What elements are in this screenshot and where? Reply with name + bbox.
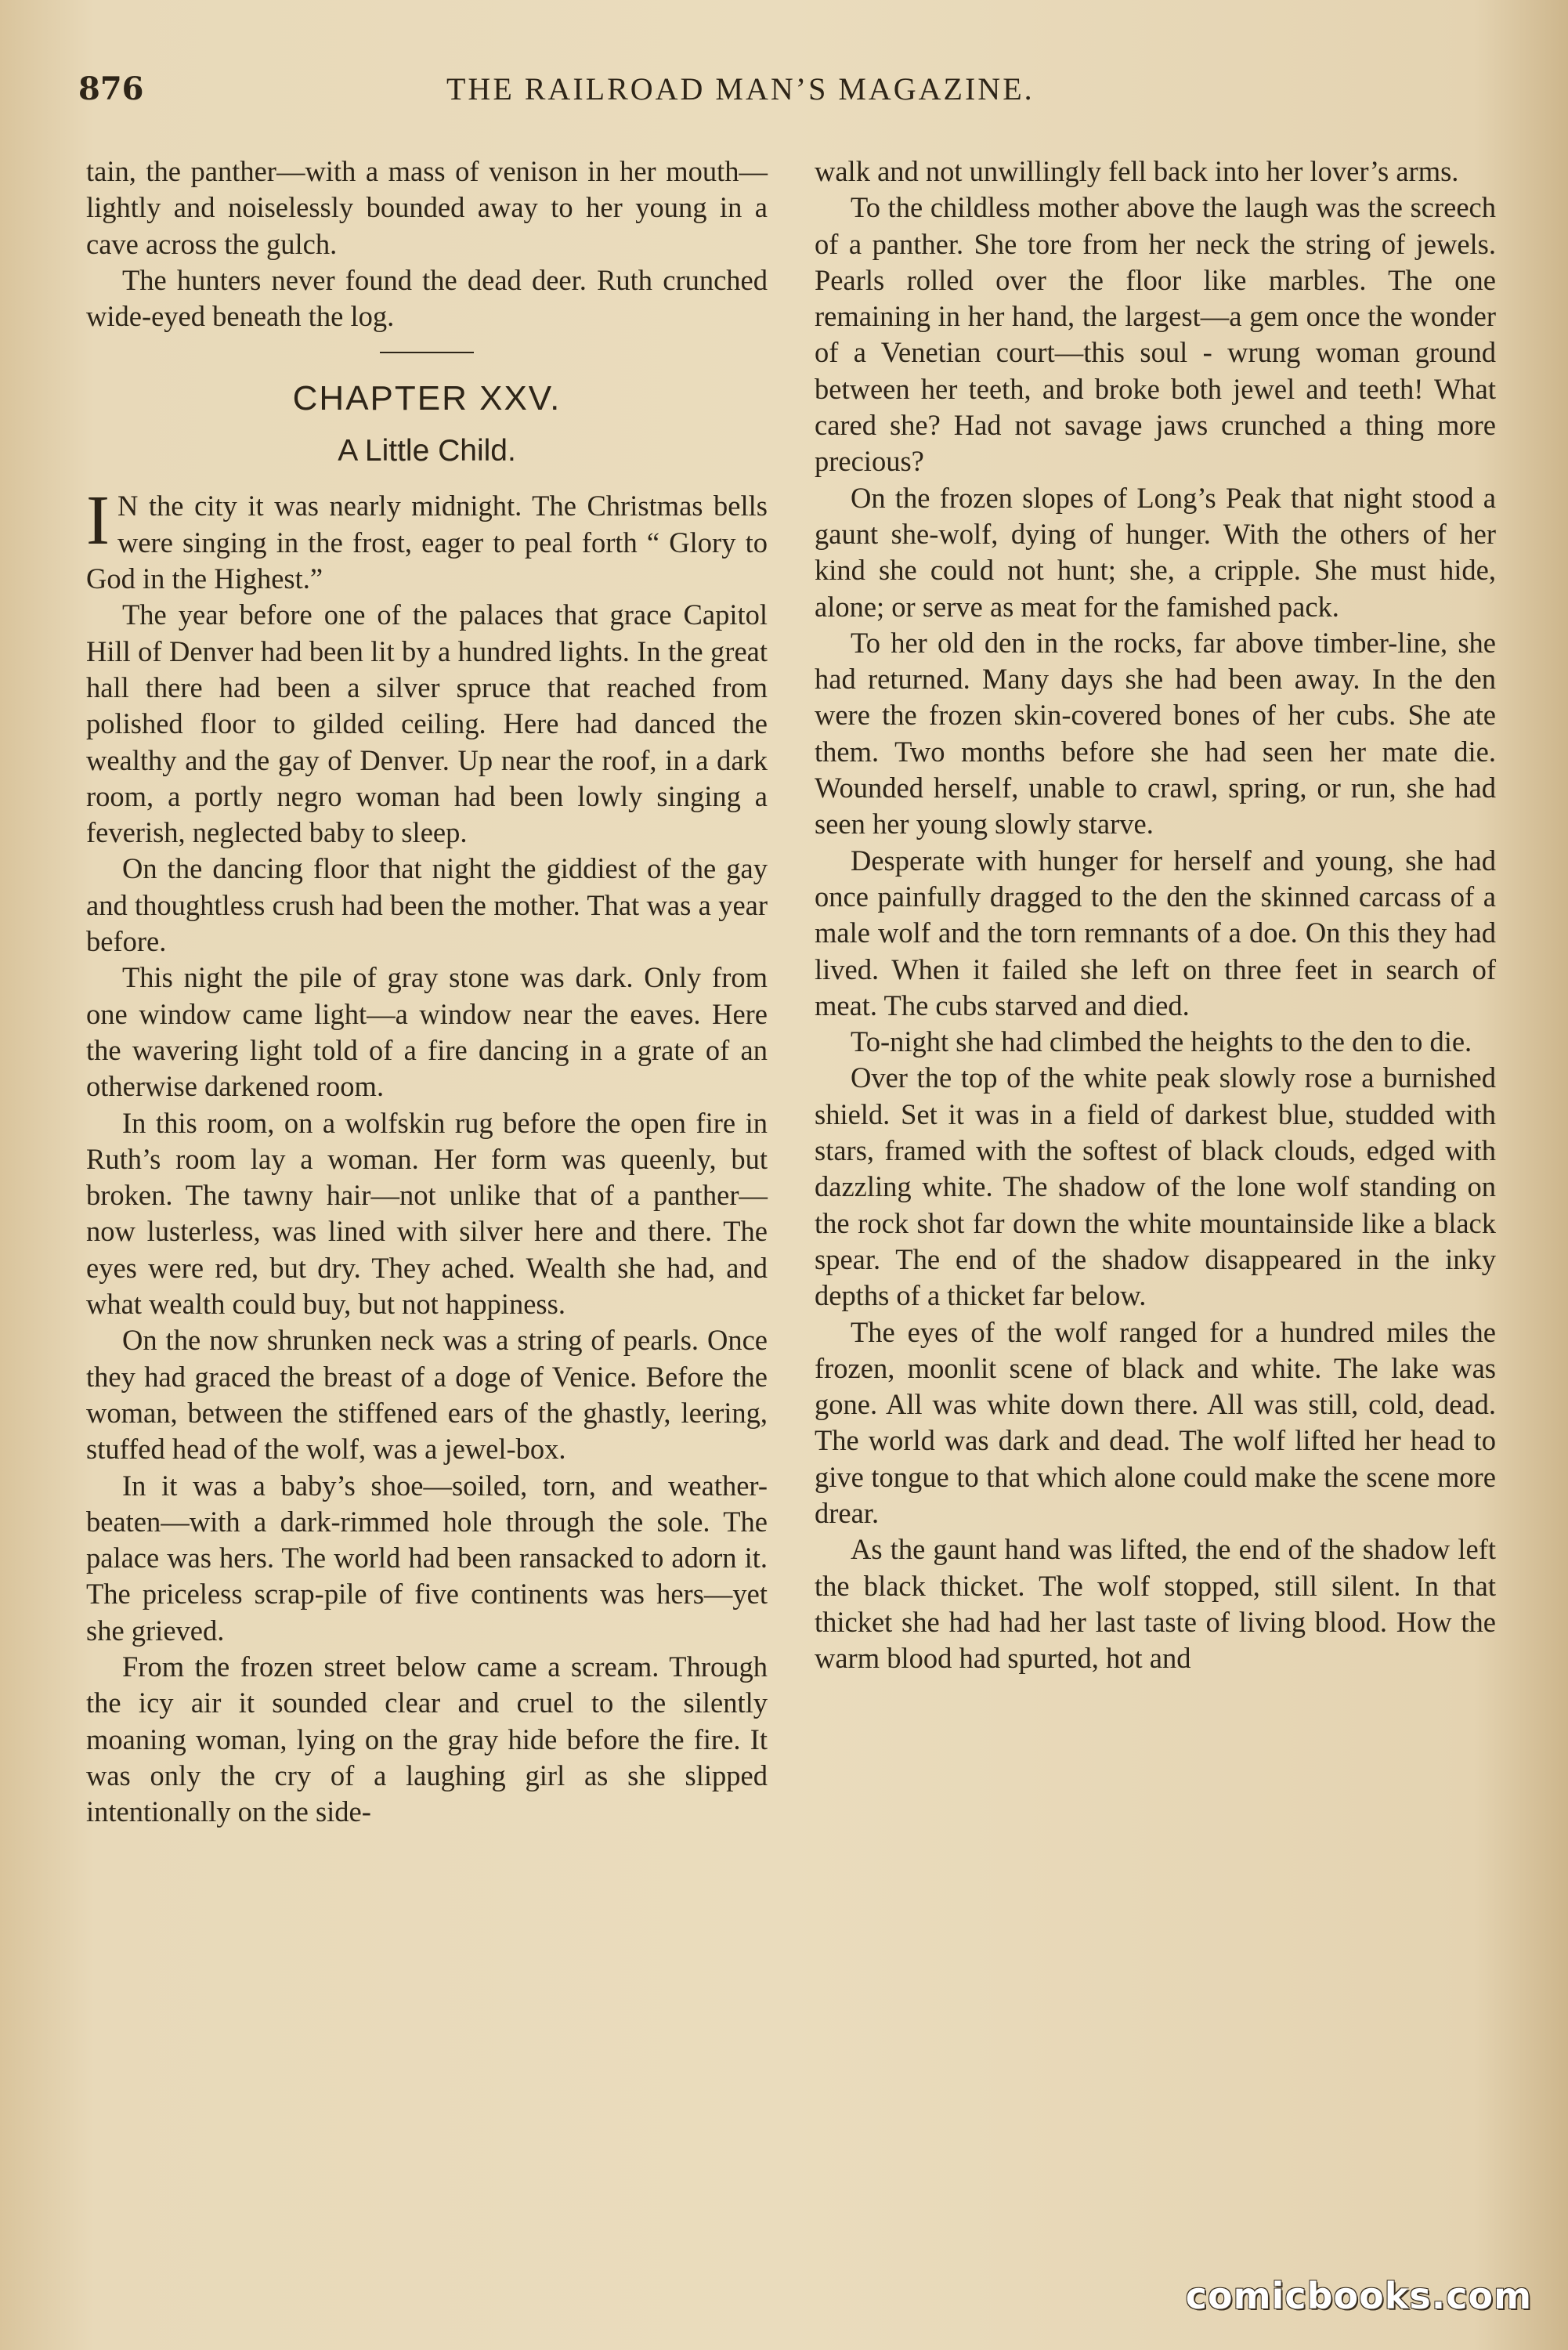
paragraph: walk and not unwillingly fell back into her lover’s arms. [815, 155, 1459, 187]
paragraph: On the dancing floor that night the giddiest of the gay and thoughtless crush had been the mother. That was a year before. [86, 852, 768, 958]
paragraph: tain, the panther—with a mass of venison in her mouth—lightly and noiselessly bounded away to her young in a cave across the gulch. [86, 155, 768, 260]
paragraph: As the gaunt hand was lifted, the end of the shadow left the black thicket. The wolf stopped, still silent. In that thicket she had had her last taste of living blood. How the warm blood had spurted, hot and [815, 1533, 1496, 1675]
paragraph: On the frozen slopes of Long’s Peak that night stood a gaunt she-wolf, dying of hunger. With the others of her kind she could not hunt; she, a cripple. She must hide, alone; or serve as meat for the famished pack. [815, 481, 1496, 623]
paragraph: To-night she had climbed the heights to the den to die. [851, 1025, 1472, 1058]
page-header [78, 70, 1488, 118]
paragraph: To her old den in the rocks, far above timber-line, she had returned. Many days she had been away. In the den were the frozen skin-covered bones of her cubs. She ate them. Two months before she had seen her mate die. Wounded herself, unable to crawl, spring, or run, she had seen her young slowly starve. [815, 626, 1496, 841]
paragraph: To the childless mother above the laugh was the screech of a panther. She tore from her neck the string of jewels. Pearls rolled over the floor like marbles. The one remaining in her hand, the largest—a gem once the wonder of a Venetian court—this soul - wrung woman ground between her teeth, and broke both jewel and teeth! What cared she? Had not savage jaws crunched a thing more precious? [815, 191, 1496, 478]
drop-cap: I [86, 482, 110, 560]
paragraph: On the now shrunken neck was a string of pearls. Once they had graced the breast of a doge of Venice. Before the woman, between the stiffened ears of the ghastly, leering, stuffed head of the wolf, was a jewel-box. [86, 1324, 768, 1466]
paragraph: Desperate with hunger for herself and young, she had once painfully dragged to the den the skinned carcass of a male wolf and the torn remnants of a doe. On this they had lived. When it failed she left on three feet in search of meat. The cubs starved and died. [815, 844, 1496, 1021]
paragraph: This night the pile of gray stone was dark. Only from one window came light—a window near the eaves. Here the wavering light told of a fire dancing in a grate of an otherwise darkened room. [86, 961, 768, 1103]
running-title: THE RAILROAD MAN’S MAGAZINE. [446, 71, 1035, 107]
paragraph: In this room, on a wolfskin rug before the open fire in Ruth’s room lay a woman. Her form was queenly, but broken. The tawny hair—not unlike that of a panther—now lusterless, was lined with silver here and there. The eyes were red, but dry. They ached. Wealth she had, and what wealth could buy, but not happiness. [86, 1106, 768, 1321]
left-column [86, 154, 768, 1830]
paragraph: From the frozen street below came a scream. Through the icy air it sounded clear and cruel to the silently moaning woman, lying on the gray hide before the fire. It was only the cry of a laughing girl as she slipped intentionally on the side- [86, 1650, 768, 1828]
right-column [815, 154, 1496, 1676]
opening-paragraph [86, 482, 768, 597]
paragraph-text: N the city it was nearly midnight. The Christmas bells were singing in the frost, eager to peal forth “ Glory to God in the Highest.” [86, 490, 768, 595]
paragraph: The eyes of the wolf ranged for a hundred miles the frozen, moonlit scene of black and white. The lake was gone. All was white down there. All was still, cold, dead. The world was dark and dead. The wolf lifted her head to give tongue to that which alone could make the scene more drear. [815, 1315, 1496, 1529]
paragraph: Over the top of the white peak slowly rose a burnished shield. Set it was in a field of darkest blue, studded with stars, framed with the softest of black clouds, edged with dazzling white. The shadow of the lone wolf standing on the rock shot far down the white mountainside like a black spear. The end of the shadow disappeared in the inky depths of a thicket far below. [815, 1061, 1496, 1312]
section-divider [380, 352, 474, 353]
paragraph: In it was a baby’s shoe—soiled, torn, and weather-beaten—with a dark-rimmed hole through the sole. The palace was hers. The world had been ransacked to adorn it. The priceless scrap-pile of five continents was hers—yet she grieved. [86, 1469, 768, 1647]
watermark: comicbooks.com [1185, 2275, 1532, 2317]
chapter-subtitle: A Little Child. [338, 434, 516, 468]
chapter-title: CHAPTER XXV. [292, 379, 562, 418]
paragraph: The hunters never found the dead deer. Ruth crunched wide-eyed beneath the log. [86, 263, 768, 333]
page-number: 876 [78, 70, 144, 107]
paragraph: The year before one of the palaces that grace Capitol Hill of Denver had been lit by a hundred lights. In the great hall there had been a silver spruce that reached from polished floor to gilded ceiling. Here had danced the wealthy and the gay of Denver. Up near the roof, in a dark room, a portly negro woman had been lowly singing a feverish, neglected baby to sleep. [86, 598, 768, 849]
